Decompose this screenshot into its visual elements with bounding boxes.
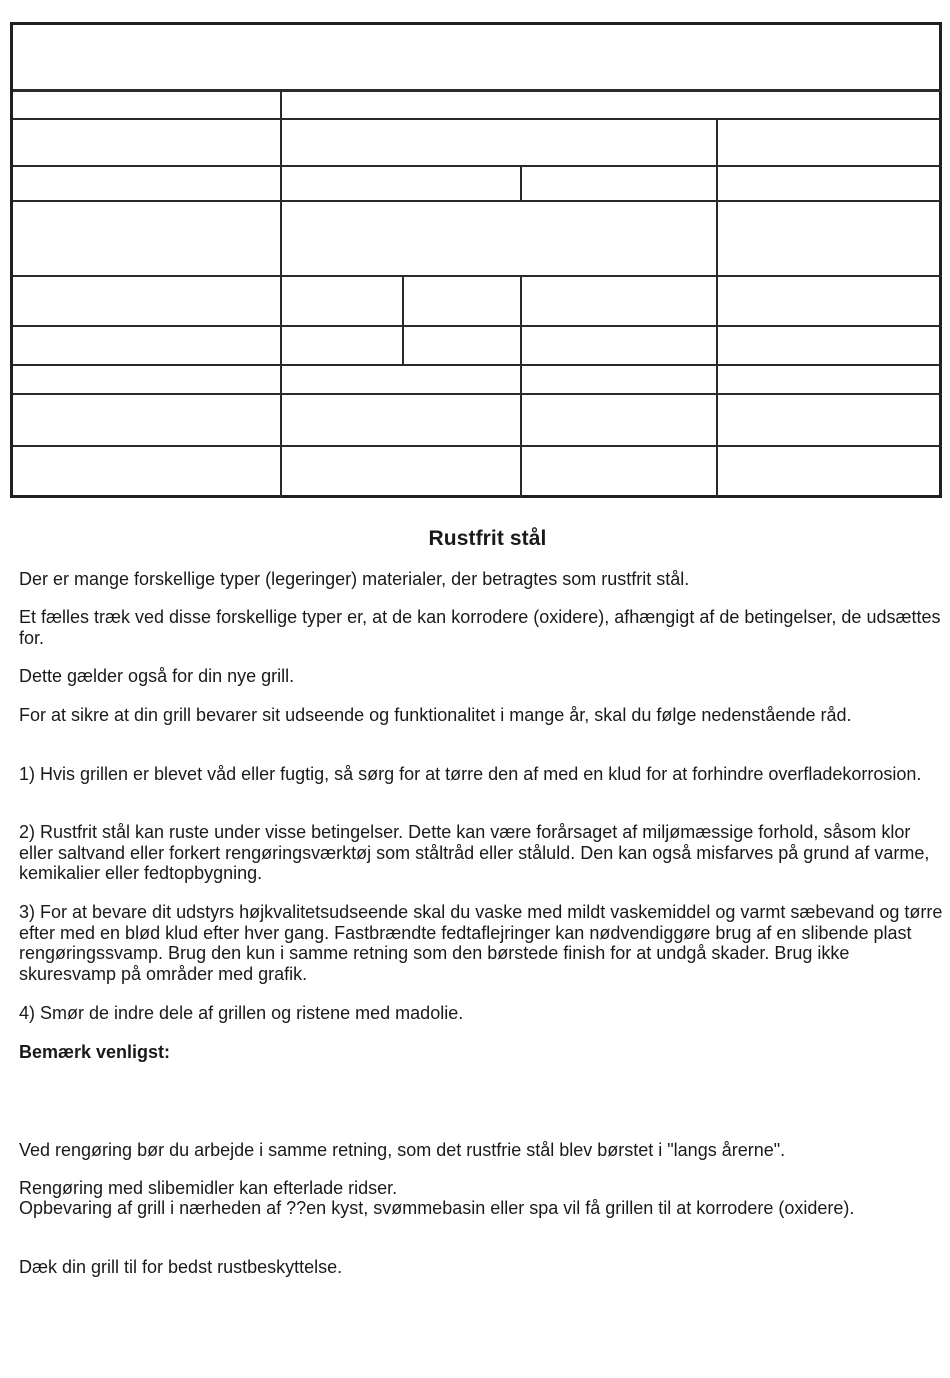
paragraph: Der er mange forskellige typer (legeringer) materialer, der betragtes som rustfrit stål. bbox=[19, 569, 690, 589]
table-rule bbox=[13, 200, 942, 202]
table-column-rule bbox=[402, 275, 404, 364]
note-item: Rengøring med slibemidler kan efterlade ridser. bbox=[19, 1178, 398, 1198]
note-heading: Bemærk venligst: bbox=[19, 1042, 171, 1062]
table-rule bbox=[13, 118, 942, 120]
table-rule bbox=[13, 165, 942, 167]
table-column-rule bbox=[280, 89, 282, 498]
blank-form-table bbox=[10, 22, 942, 498]
note-item: Ved rengøring bør du arbejde i samme retning, som det rustfrie stål blev børstet i "langs årerne". bbox=[19, 1140, 786, 1160]
note-item: Dæk din grill til for bedst rustbeskyttelse. bbox=[19, 1257, 343, 1277]
paragraph: Dette gælder også for din nye grill. bbox=[19, 666, 295, 686]
table-rule bbox=[13, 275, 942, 277]
table-rule bbox=[13, 445, 942, 447]
paragraph: 3) For at bevare dit udstyrs højkvalitetsudseende skal du vaske med mildt vaskemiddel og varmt sæbevand og tørre efter med en blød klud efter hver gang. Fastbrændte fedtaflejringer kan nødvendiggøre brug af en slibende plast rengøringssvamp. Brug den kun i samme retning som den børstede finish for at undgå skader. Brug ikke skuresvamp på områder med grafik. bbox=[19, 902, 943, 984]
page-title: Rustfrit stål bbox=[428, 527, 547, 550]
table-column-rule bbox=[520, 165, 522, 200]
table-column-rule bbox=[716, 118, 718, 498]
table-rule-header bbox=[13, 89, 942, 92]
paragraph: 2) Rustfrit stål kan ruste under visse betingelser. Dette kan være forårsaget af miljømæssige forhold, såsom klor eller saltvand eller forkert rengøringsværktøj som ståltråd eller ståluld. Den kan også misfarves på grund af varme, kemikalier eller fedtopbygning. bbox=[19, 822, 930, 883]
table-column-rule bbox=[520, 275, 522, 498]
note-item: Opbevaring af grill i nærheden af ??en kyst, svømmebasin eller spa vil få grillen til at korrodere (oxidere). bbox=[19, 1198, 855, 1218]
table-rule bbox=[13, 364, 942, 366]
table-rule bbox=[13, 325, 942, 327]
table-rule bbox=[13, 393, 942, 395]
paragraph: Et fælles træk ved disse forskellige typer er, at de kan korrodere (oxidere), afhængigt af de betingelser, de udsættes for. bbox=[19, 607, 941, 648]
paragraph: For at sikre at din grill bevarer sit udseende og funktionalitet i mange år, skal du følge nedenstående råd. bbox=[19, 705, 852, 725]
paragraph: 4) Smør de indre dele af grillen og ristene med madolie. bbox=[19, 1003, 464, 1023]
paragraph: 1) Hvis grillen er blevet våd eller fugtig, så sørg for at tørre den af med en klud for at forhindre overfladekorrosion. bbox=[19, 764, 922, 784]
